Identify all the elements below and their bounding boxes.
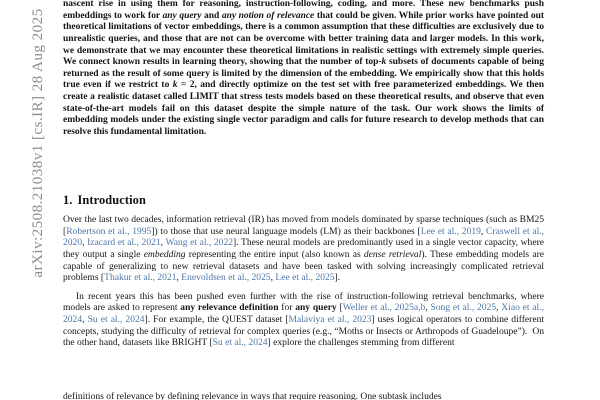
term-dense-retrieval: dense retrieval xyxy=(363,248,422,260)
abstract-block xyxy=(63,0,544,139)
citation-izacard-2021[interactable]: Izacard et al., 2021 xyxy=(87,237,161,249)
citation-malaviya-2023[interactable]: Malaviya et al., 2023 xyxy=(288,314,372,325)
abstract-italic-any-notion: any notion of relevance xyxy=(221,10,315,21)
arxiv-identifier-stamp: arXiv:2508.21038v1 [cs.IR] 28 Aug 2025 xyxy=(29,8,46,278)
term-embedding: embedding xyxy=(143,248,186,260)
citation-xiao-2024[interactable]: Xiao et al., 2024 xyxy=(63,302,544,325)
citation-wang-2022[interactable]: Wang et al., 2022 xyxy=(165,237,233,249)
emph-any-query: any query xyxy=(295,302,337,314)
citation-lee-2019[interactable]: Lee et al., 2019 xyxy=(420,225,481,237)
abstract-italic-any-query: any query xyxy=(162,10,202,21)
abstract-line-1: nascent rise in using them for reasoning, instruction-following, coding, and more. These new benchmarks xyxy=(63,0,520,9)
citation-su-2024[interactable]: Su et al., 2024 xyxy=(87,314,145,325)
abstract-symbol-k: k xyxy=(381,57,387,68)
body-paragraph-1: Over the last two decades, information retrieval (IR) has moved from models dominated by sparse techniques (such as BM25 [Robertson et al., 1995]) to those that use neural language models (LM) as their backbones [Lee et al., 2019, Craswell et al., 2020, Izacard et al., 2021, Wang et al., 2022]. These neural models are predominantly used in a single vector capacity, where they output a single embedding representing the entire input (also known as dense retrieval). These embedding models are capable of generalizing to new retrieval datasets and have been tasked with solving increasingly complicated retrieval problems [Thakur et al., 2021, Enevoldsen et al., 2025, Lee et al., 2025]. xyxy=(63,214,545,284)
body-clipped-last-line xyxy=(63,392,544,400)
citation-song-2025[interactable]: Song et al., 2025 xyxy=(430,302,497,314)
citation-craswell-2020[interactable]: Craswell et al., 2020 xyxy=(63,225,545,249)
citation-thakur-2021[interactable]: Thakur et al., 2021 xyxy=(104,272,177,284)
body-block xyxy=(63,214,544,349)
section-heading xyxy=(63,193,146,207)
emph-any-relevance-definition: any relevance definition xyxy=(180,302,279,314)
text-column xyxy=(63,0,544,400)
citation-weller-2025[interactable]: Weller et al., 2025a,b xyxy=(342,302,426,314)
body-clipped-last-line-text: definitions of relevance by defining relevance in ways that require reasoning. One subtask includes xyxy=(63,392,442,400)
abstract-symbol-k-equals-2: k xyxy=(172,80,178,91)
section-number: 1. xyxy=(63,193,73,207)
citation-robertson-1995[interactable]: Robertson et al., 1995 xyxy=(66,225,152,237)
citation-enevoldsen-2025[interactable]: Enevoldsen et al., 2025 xyxy=(181,272,271,284)
citation-lee-2025[interactable]: Lee et al., 2025 xyxy=(275,272,335,284)
abstract-paragraph: nascent rise in using them for reasoning, instruction-following, coding, and more. These new benchmarks push embeddings to work for any query and any notion of relevance that could be given. While prior works have pointed out theoretical limitations of vector embeddings, there is a common assumption that these difficulties are exclusively due to unrealistic queries, and those that are not can be overcome with better training data and larger models. In this work, we demonstrate that we may encounter these theoretical limitations in realistic settings with extremely simple queries. We connect known results in learning theory, showing that the number of top-k subsets of documents capable of being returned as the result of some query is limited by the dimension of the embedding. We empirically show that this holds true even if we restrict to k = 2, and directly optimize on the test set with free parameterized embeddings. We then create a realistic dataset called LIMIT that stress tests models based on these theoretical results, and observe that even state-of-the-art models fail on this dataset despite the simple nature of the task. Our work shows the limits of embedding models under the existing single vector paradigm and calls for future research to develop methods that can resolve this fundamental limitation. xyxy=(63,0,544,137)
citation-su-2024-bright[interactable]: Su et al., 2024 xyxy=(212,337,268,349)
section-title: Introduction xyxy=(77,193,146,207)
body-paragraph-2: In recent years this has been pushed even further with the rise of instruction-following retrieval benchmarks, where models are asked to represent any relevance definition for any query [Weller et al., 2025a,b, Song et al., 2025, Xiao et al., 2024, Su et al., 2024]. For example, the QUEST dataset [Malaviya et al., 2023] uses logical operators to combine different concepts, studying the difficulty of retrieval for complex queries (e.g., “Moths or Insects or Arthropods of Guadeloupe”). On the other hand, datasets like BRIGHT [Su et al., 2024] explore the challenges stemming from different xyxy=(63,290,544,349)
